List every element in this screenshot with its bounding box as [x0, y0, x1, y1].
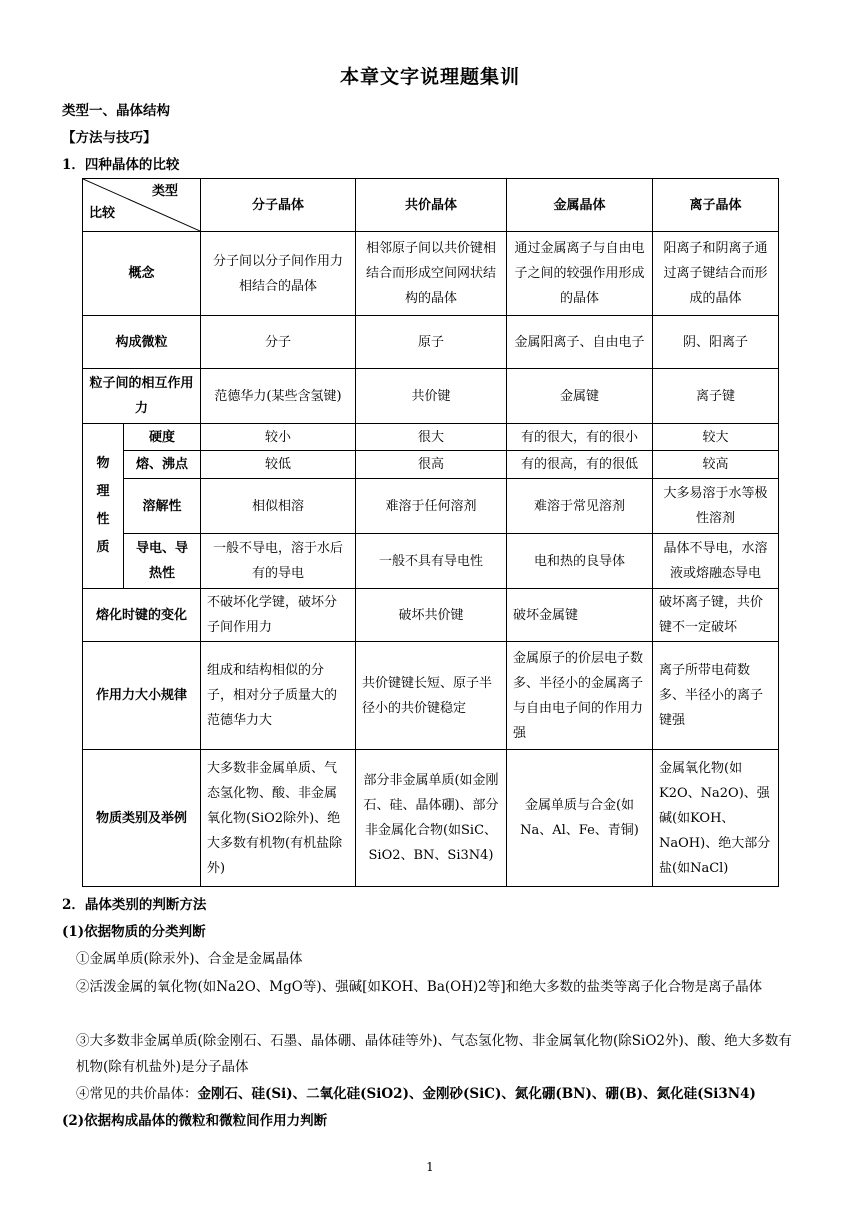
subheading-by-classification: (1)依据物质的分类判断 — [62, 924, 206, 940]
row-label-force-rule: 作用力大小规律 — [83, 642, 201, 750]
table-cell: 离子键 — [653, 369, 779, 424]
table-cell: 较大 — [653, 424, 779, 451]
table-cell: 破坏金属键 — [507, 589, 653, 642]
table-cell: 金属键 — [507, 369, 653, 424]
table-cell: 金属单质与合金(如Na、Al、Fe、青铜) — [507, 750, 653, 887]
table-row — [83, 534, 779, 589]
list-item — [76, 1082, 756, 1102]
table-cell: 很高 — [356, 451, 507, 479]
table-cell: 组成和结构相似的分子，相对分子质量大的范德华力大 — [201, 642, 356, 750]
header-covalent-crystal: 共价晶体 — [356, 179, 507, 232]
method-heading: 【方法与技巧】 — [62, 130, 157, 146]
table-cell: 大多数非金属单质、气态氢化物、酸、非金属氧化物(SiO2除外)、绝大多数有机物(有机盐除外) — [201, 750, 356, 887]
table-cell: 难溶于任何溶剂 — [356, 479, 507, 534]
heading-judgement-methods: 2．晶体类别的判断方法 — [62, 897, 207, 913]
row-group-physical-properties — [83, 424, 124, 589]
table-cell: 分子 — [201, 316, 356, 369]
table-row — [83, 642, 779, 750]
table-row — [83, 479, 779, 534]
table-cell: 很大 — [356, 424, 507, 451]
table-cell: 破坏共价键 — [356, 589, 507, 642]
table-cell: 一般不具有导电性 — [356, 534, 507, 589]
table-cell: 较高 — [653, 451, 779, 479]
table-cell: 较小 — [201, 424, 356, 451]
row-label-examples: 物质类别及举例 — [83, 750, 201, 887]
corner-cell — [83, 179, 201, 232]
table-row — [83, 369, 779, 424]
row-label-solubility: 溶解性 — [124, 479, 201, 534]
table-cell: 破坏离子键，共价键不一定破坏 — [653, 589, 779, 642]
table-cell: 共价键键长短、原子半径小的共价键稳定 — [356, 642, 507, 750]
table-cell: 金属氧化物(如K2O、Na2O)、强碱(如KOH、NaOH)、绝大部分盐(如NaCl) — [653, 750, 779, 887]
table-row — [83, 424, 779, 451]
row-label-melt-change: 熔化时键的变化 — [83, 589, 201, 642]
list-item: ②活泼金属的氧化物(如Na2O、MgO等)、强碱[如KOH、Ba(OH)2等]和绝大多数的盐类等离子化合物是离子晶体 — [76, 979, 763, 995]
header-molecular-crystal: 分子晶体 — [201, 179, 356, 232]
table-cell: 不破坏化学键，破坏分子间作用力 — [201, 589, 356, 642]
table-header-row — [83, 179, 779, 232]
page-title: 本章文字说理题集训 — [339, 66, 520, 88]
corner-type-label: 类型 — [151, 184, 178, 199]
row-label-particles: 构成微粒 — [83, 316, 201, 369]
table-cell: 通过金属离子与自由电子之间的较强作用形成的晶体 — [507, 232, 653, 316]
row-label-melting: 熔、沸点 — [124, 451, 201, 479]
table-cell: 原子 — [356, 316, 507, 369]
corner-compare-label: 比较 — [89, 206, 116, 221]
table-cell: 有的很大，有的很小 — [507, 424, 653, 451]
header-ionic-crystal: 离子晶体 — [653, 179, 779, 232]
table-cell: 难溶于常见溶剂 — [507, 479, 653, 534]
header-metallic-crystal: 金属晶体 — [507, 179, 653, 232]
table-cell: 金属原子的价层电子数多、半径小的金属离子与自由电子间的作用力强 — [507, 642, 653, 750]
table-cell: 相似相溶 — [201, 479, 356, 534]
table-cell: 相邻原子间以共价键相结合而形成空间网状结构的晶体 — [356, 232, 507, 316]
table-cell: 部分非金属单质(如金刚石、硅、晶体硼)、部分非金属化合物(如SiC、SiO2、BN、Si3N4) — [356, 750, 507, 887]
table-row — [83, 750, 779, 887]
crystal-comparison-table — [82, 178, 779, 887]
table-cell: 大多易溶于水等极性溶剂 — [653, 479, 779, 534]
section-heading: 类型一、晶体结构 — [62, 103, 170, 119]
heading-crystal-comparison: 1．四种晶体的比较 — [62, 157, 180, 173]
table-cell: 较低 — [201, 451, 356, 479]
table-cell: 共价键 — [356, 369, 507, 424]
table-cell: 阳离子和阴离子通过离子键结合而形成的晶体 — [653, 232, 779, 316]
table-cell: 金属阳离子、自由电子 — [507, 316, 653, 369]
list-item: ③大多数非金属单质(除金刚石、石墨、晶体硼、晶体硅等外)、气态氢化物、非金属氧化物(除SiO2外)、酸、绝大多数有机物(除有机盐外)是分子晶体 — [76, 1033, 792, 1075]
list-item-lead: ④常见的共价晶体： — [76, 1086, 198, 1102]
table-row — [83, 316, 779, 369]
table-row — [83, 451, 779, 479]
table-cell: 电和热的良导体 — [507, 534, 653, 589]
row-label-concept: 概念 — [83, 232, 201, 316]
row-label-conductivity: 导电、导热性 — [124, 534, 201, 589]
table-cell: 离子所带电荷数多、半径小的离子键强 — [653, 642, 779, 750]
table-row — [83, 589, 779, 642]
list-item: ①金属单质(除汞外)、合金是金属晶体 — [76, 951, 303, 967]
subheading-by-particles: (2)依据构成晶体的微粒和微粒间作用力判断 — [62, 1113, 328, 1129]
list-item-emphasis: 金刚石、硅(Si)、二氧化硅(SiO2)、金刚砂(SiC)、氮化硼(BN)、硼(B)、氮化硅(Si3N4) — [197, 1086, 756, 1102]
row-label-interaction: 粒子间的相互作用力 — [83, 369, 201, 424]
row-label-hardness: 硬度 — [124, 424, 201, 451]
table-cell: 晶体不导电，水溶液或熔融态导电 — [653, 534, 779, 589]
physical-properties-label: 物理性质 — [96, 456, 110, 555]
table-row — [83, 232, 779, 316]
table-cell: 一般不导电，溶于水后有的导电 — [201, 534, 356, 589]
table-cell: 阴、阳离子 — [653, 316, 779, 369]
page-number: 1 — [426, 1160, 434, 1174]
table-cell: 有的很高，有的很低 — [507, 451, 653, 479]
table-cell: 范德华力(某些含氢键) — [201, 369, 356, 424]
table-cell: 分子间以分子间作用力相结合的晶体 — [201, 232, 356, 316]
